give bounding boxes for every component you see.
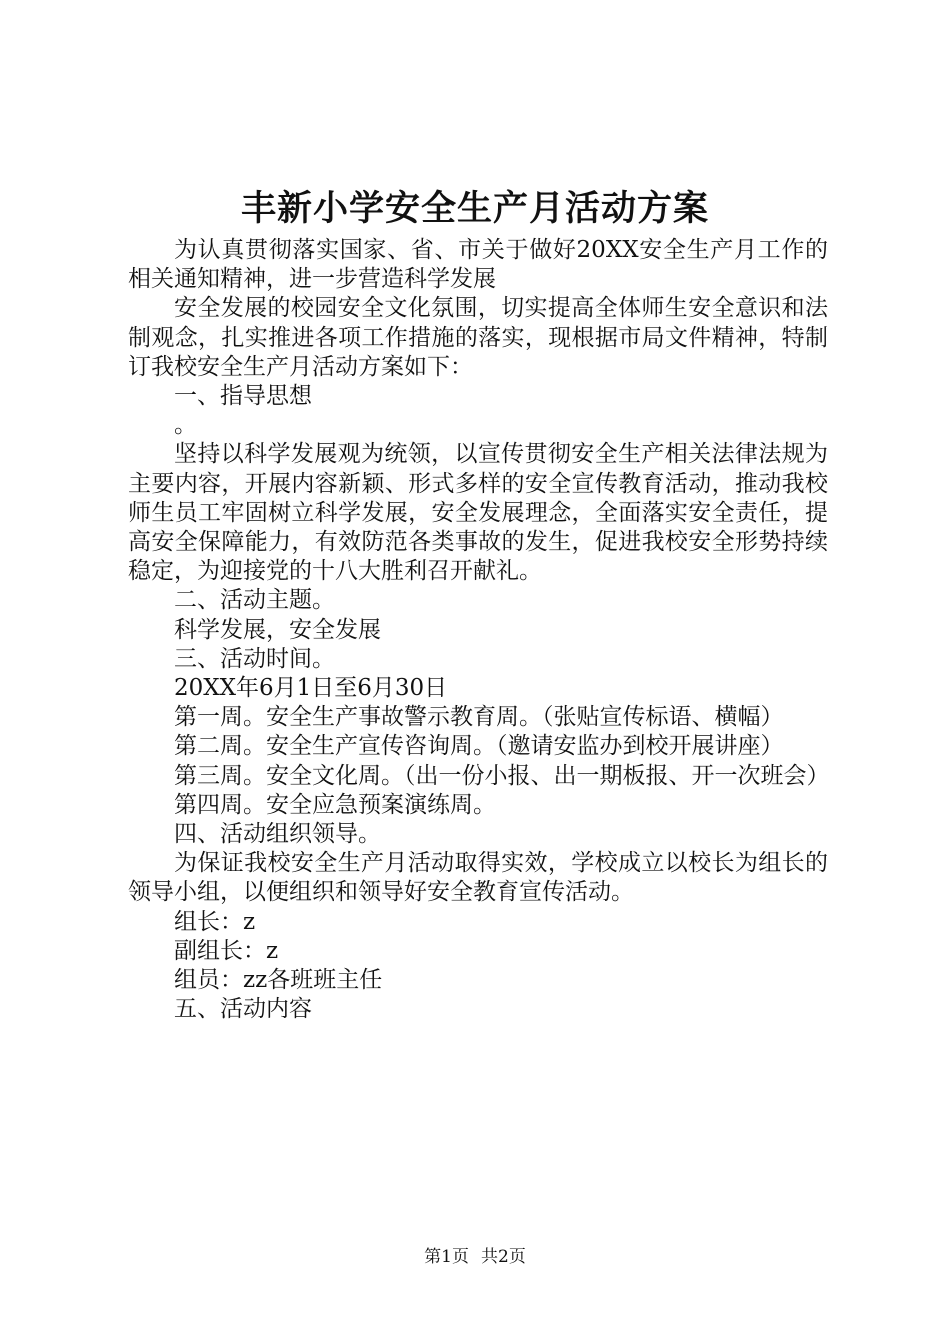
- page-footer: [0, 1246, 950, 1268]
- section-heading-3: 三、活动时间。: [174, 645, 335, 672]
- page-number: 第1页: [424, 1247, 469, 1267]
- document-body: [128, 236, 828, 1024]
- paragraph-leadership: 为保证我校安全生产月活动取得实效，学校成立以校长为组长的领导小组，以便组织和领导好安全教育宣传活动。: [128, 850, 828, 906]
- document-title: 丰新小学安全生产月活动方案: [240, 188, 709, 229]
- page-total: 共2页: [481, 1247, 526, 1267]
- paragraph-leader: 组长：z: [174, 908, 256, 935]
- paragraph-week-1: 第一周。安全生产事故警示教育周。（张贴宣传标语、横幅）: [174, 704, 784, 731]
- paragraph-week-3: 第三周。安全文化周。（出一份小报、出一期板报、开一次班会）: [174, 762, 830, 789]
- paragraph-deputy-leader: 副组长：z: [174, 937, 279, 964]
- paragraph-members: 组员：zz各班班主任: [174, 967, 383, 994]
- section-heading-5: 五、活动内容: [174, 996, 312, 1023]
- paragraph-week-2: 第二周。安全生产宣传咨询周。（邀请安监办到校开展讲座）: [174, 733, 784, 760]
- paragraph-dates: 20XX年6月1日至6月30日: [174, 675, 448, 702]
- section-heading-1: 一、指导思想: [174, 383, 312, 410]
- paragraph-week-4: 第四周。安全应急预案演练周。: [174, 791, 496, 818]
- paragraph-guiding-thought: 坚持以科学发展观为统领，以宣传贯彻安全生产相关法律法规为主要内容，开展内容新颖、形式多样的安全宣传教育活动，推动我校师生员工牢固树立科学发展，安全发展理念，全面落实安全责任，提高安全保障能力，有效防范各类事故的发生，促进我校安全形势持续稳定，为迎接党的十八大胜利召开献礼。: [128, 441, 828, 585]
- paragraph-intro-1: 为认真贯彻落实国家、省、市关于做好20XX安全生产月工作的相关通知精神，进一步营造科学发展: [128, 237, 828, 293]
- paragraph-theme: 科学发展，安全发展: [174, 616, 381, 643]
- section-heading-2: 二、活动主题。: [174, 587, 335, 614]
- section-heading-4: 四、活动组织领导。: [174, 821, 381, 848]
- paragraph-dot: 。: [174, 412, 197, 439]
- paragraph-intro-2: 安全发展的校园安全文化氛围，切实提高全体师生安全意识和法制观念，扎实推进各项工作措施的落实，现根据市局文件精神，特制订我校安全生产月活动方案如下：: [128, 295, 828, 380]
